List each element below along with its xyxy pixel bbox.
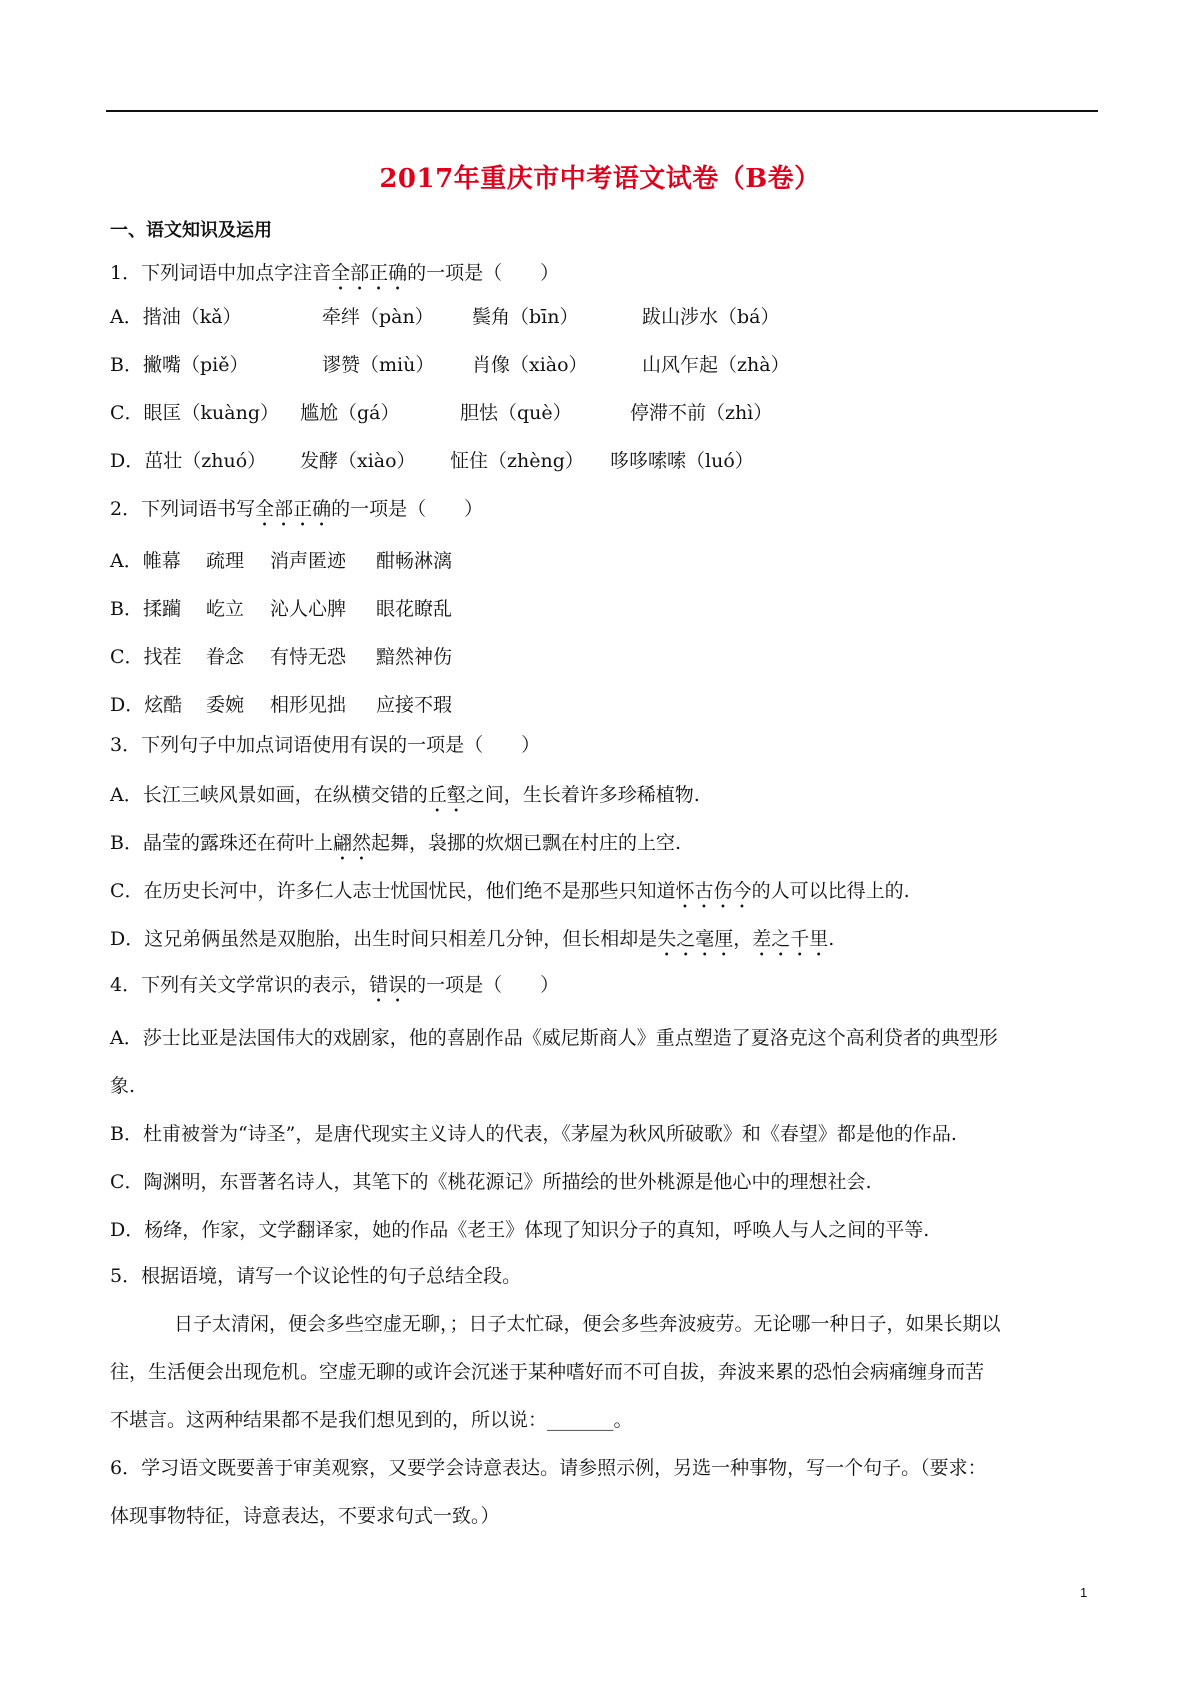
question-5-passage-line-3: 不堪言。这两种结果都不是我们想见到的，所以说：_______。 [110, 1409, 633, 1431]
question-6-stem-cont: 体现事物特征，诗意表达，不要求句式一致。） [110, 1505, 500, 1527]
page-title: 2017年重庆市中考语文试卷（B卷） [379, 164, 821, 194]
answer-blank[interactable]: _______ [547, 1409, 614, 1431]
question-4-option-d: D．杨绛，作家，文学翻译家，她的作品《老王》体现了知识分子的真知，呼唤人与人之间的平等. [110, 1219, 930, 1241]
question-3-option-a: A．长江三峡风景如画，在纵横交错的丘壑之间，生长着许多珍稀植物. [110, 784, 700, 806]
question-4-option-a-cont: 象. [110, 1075, 136, 1097]
emphasis-text: 错误 [369, 974, 408, 996]
question-6-stem: 6．学习语文既要善于审美观察，又要学会诗意表达。请参照示例，另选一种事物，写一个句子。（要求： [110, 1457, 987, 1479]
question-3-option-b: B．晶莹的露珠还在荷叶上翩然起舞，袅挪的炊烟已飘在村庄的上空. [110, 832, 682, 854]
question-3-option-d: D．这兄弟俩虽然是双胞胎，出生时间只相差几分钟，但长相却是失之毫厘，差之千里. [110, 928, 835, 950]
question-4-option-a: A．莎士比亚是法国伟大的戏剧家，他的喜剧作品《威尼斯商人》重点塑造了夏洛克这个高利贷者的典型形 [110, 1027, 998, 1049]
emphasis-text: 全部正确 [331, 262, 408, 284]
section-heading: 一、语文知识及运用 [110, 220, 272, 241]
question-1-stem: 1．下列词语中加点字注音全部正确的一项是（ ） [110, 262, 560, 284]
question-5-passage-line-1: 日子太清闲，便会多些空虚无聊，；日子太忙碌，便会多些奔波疲劳。无论哪一种日子，如果长期以 [174, 1313, 1001, 1335]
question-4-option-b: B．杜甫被誉为“诗圣”，是唐代现实主义诗人的代表，《茅屋为秋风所破歌》和《春望》都是他的作品. [110, 1123, 957, 1145]
page-number: 1 [1080, 1585, 1088, 1600]
question-3-stem: 3．下列句子中加点词语使用有误的一项是（ ） [110, 734, 541, 756]
question-4-stem: 4．下列有关文学常识的表示，错误的一项是（ ） [110, 974, 560, 996]
question-2-stem: 2．下列词语书写全部正确的一项是（ ） [110, 498, 484, 520]
header-rule [106, 110, 1098, 112]
question-5-stem: 5．根据语境，请写一个议论性的句子总结全段。 [110, 1265, 522, 1287]
question-5-passage-line-2: 往，生活便会出现危机。空虚无聊的或许会沉迷于某种嗜好而不可自拔，奔波来累的恐怕会病痛缠身而苦 [110, 1361, 985, 1383]
emphasis-text: 全部正确 [255, 498, 332, 520]
question-4-option-c: C．陶渊明，东晋著名诗人，其笔下的《桃花源记》所描绘的世外桃源是他心中的理想社会. [110, 1171, 872, 1193]
question-3-option-c: C．在历史长河中，许多仁人志士忧国忧民，他们绝不是那些只知道怀古伤今的人可以比得上的. [110, 880, 910, 902]
